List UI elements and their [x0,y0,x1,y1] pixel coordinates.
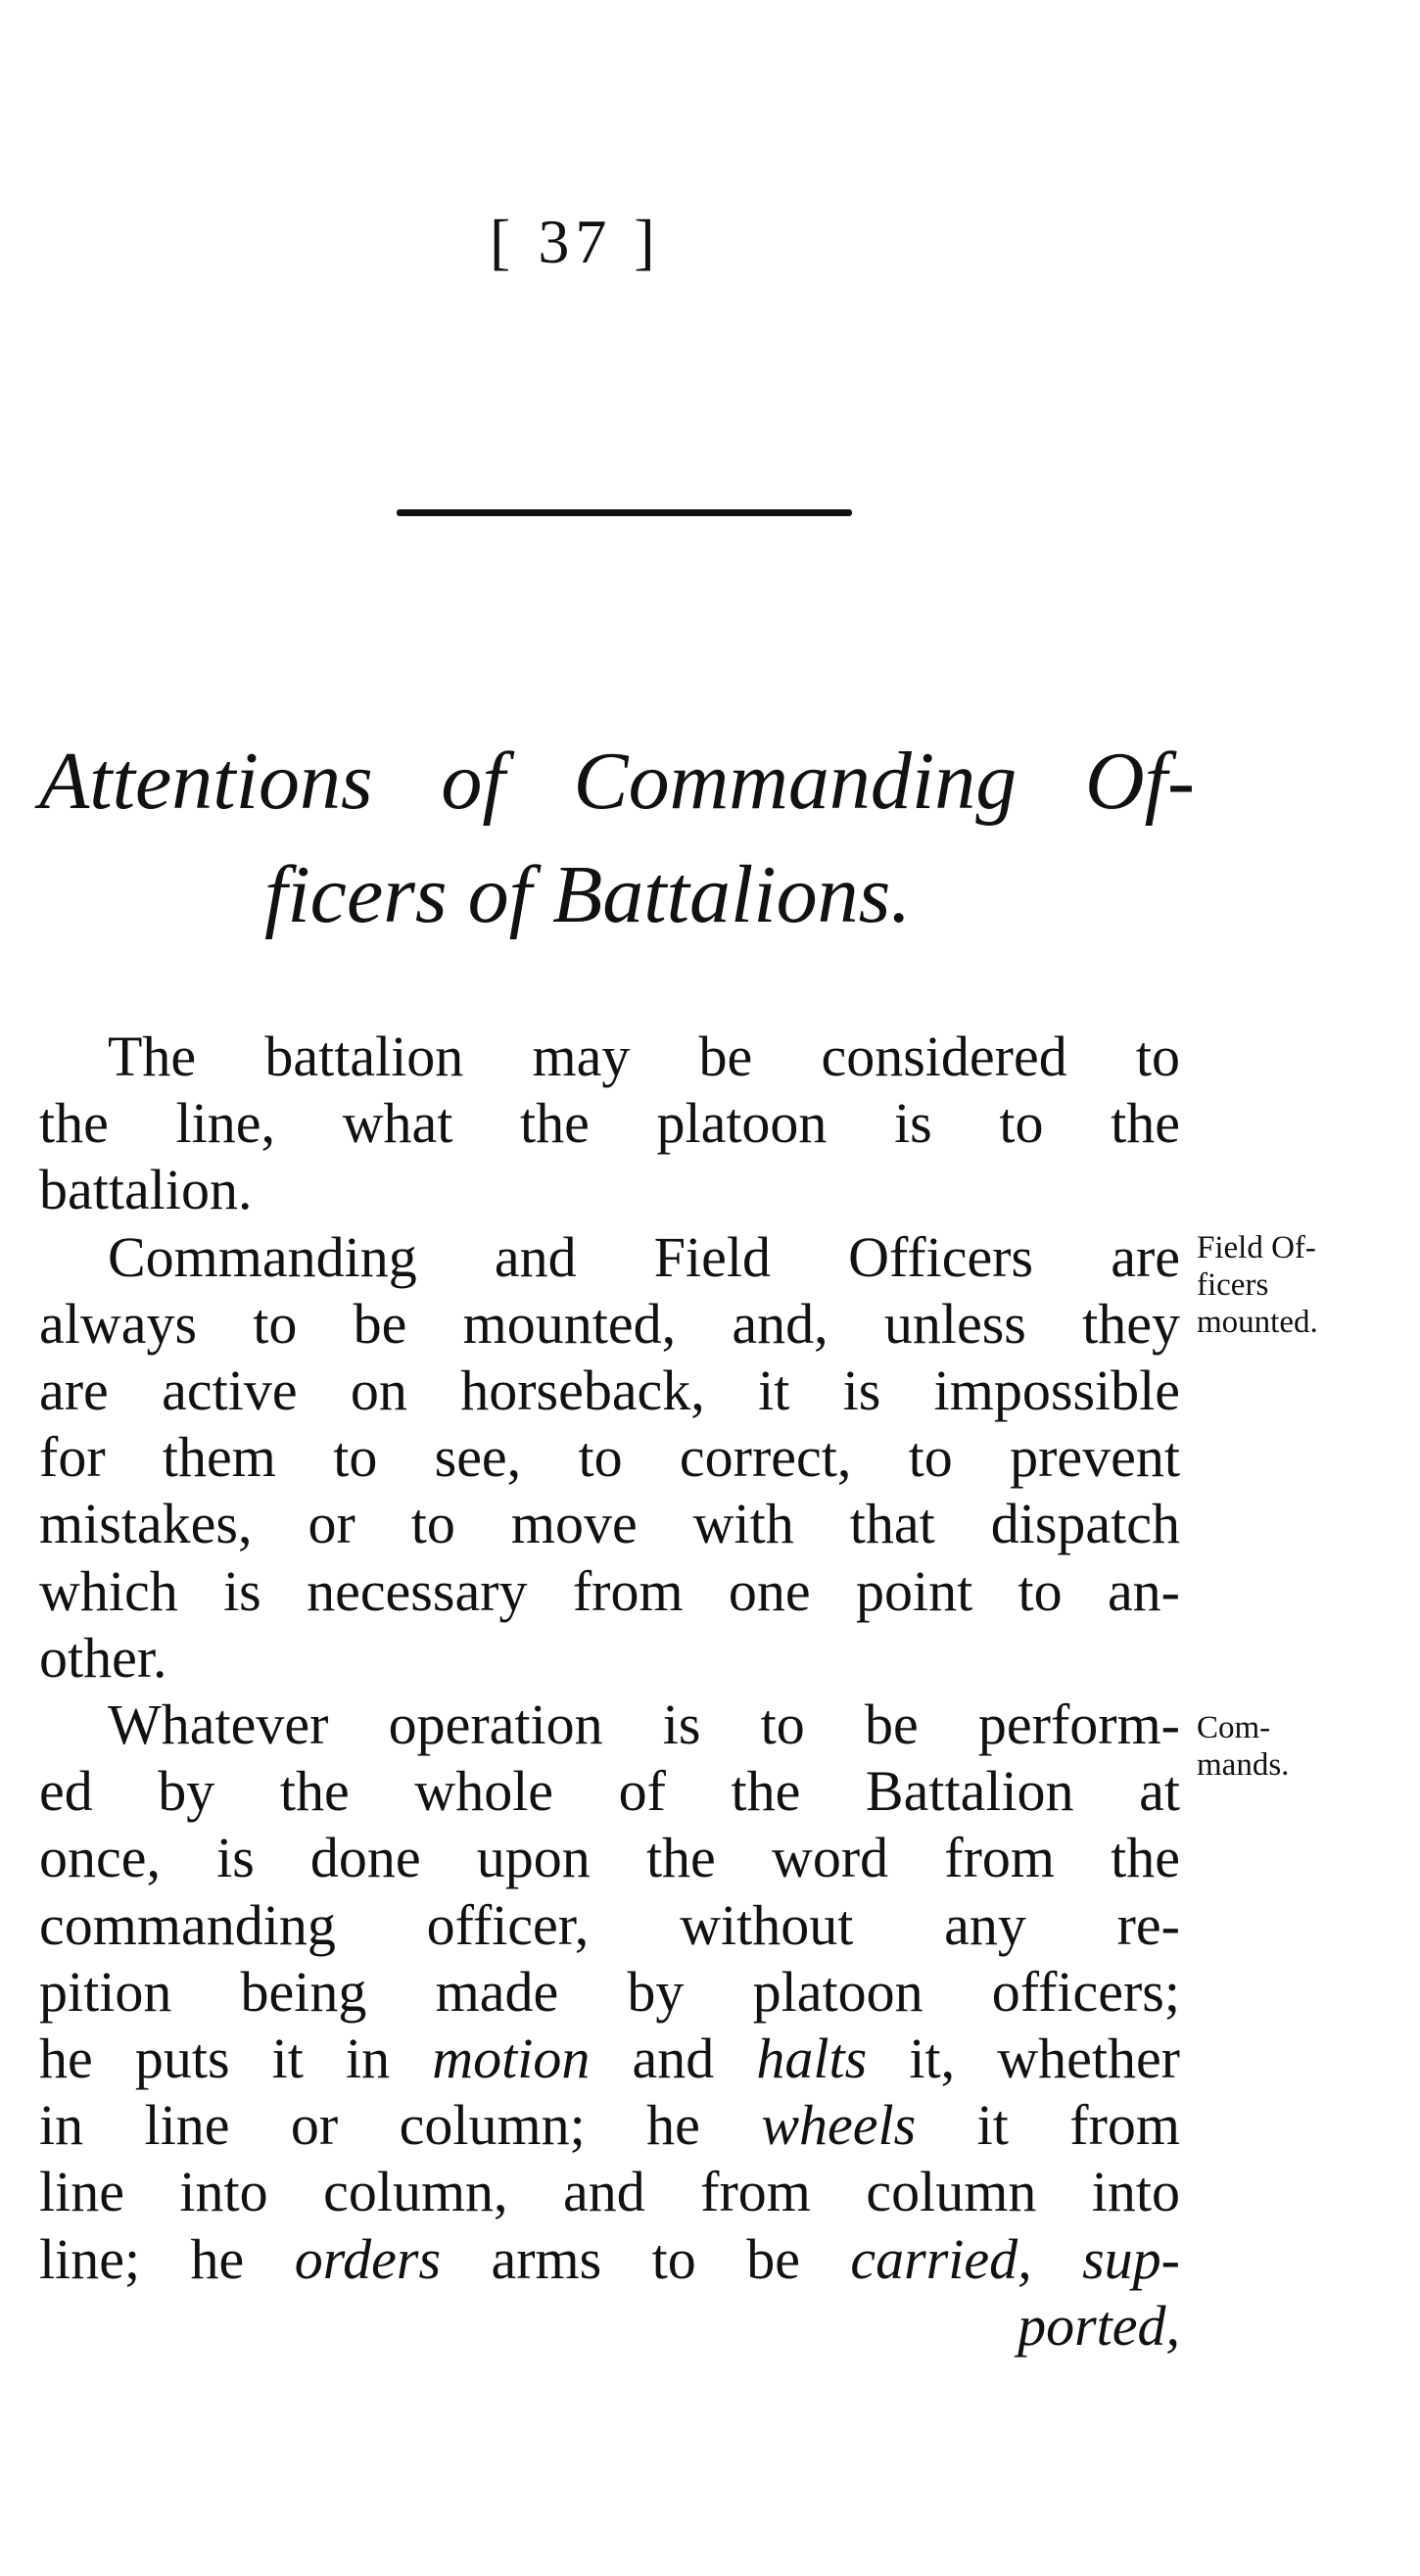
text-line: mistakes, or to move with that dispatch [39,1492,1180,1556]
text-line: always to be mounted, and, unless they [39,1291,1180,1356]
text-run: line; he [39,2226,295,2291]
text-line: battalion. [39,1158,253,1222]
text-line: once, is done upon the word from the [39,1826,1180,1890]
text-run: arms to be [441,2226,851,2291]
text-line: Commanding and Field Officers are [108,1224,1180,1289]
catchword [39,2293,1180,2360]
margin-note-commands [1197,1709,1412,1784]
text-line: pition being made by platoon officers; [39,1959,1180,2024]
text-line: which is necessary from one point to an- [39,1558,1180,1623]
margin-note-line: ficers [1197,1267,1269,1303]
text-line: ed by the whole of the Battalion at [39,1759,1180,1824]
margin-note-line: mands. [1197,1747,1290,1783]
text-run: in line or column; he [39,2093,762,2158]
margin-note-line: Com- [1197,1710,1271,1745]
italic-word-orders: orders [294,2226,442,2291]
margin-note-field-officers [1197,1229,1412,1341]
body-text [39,1024,1180,2360]
text-line: are active on horseback, it is impossible [39,1359,1180,1423]
text-line: for them to see, to correct, to prevent [39,1425,1180,1490]
text-run: it, whether [867,2027,1180,2091]
margin-note-line: Field Of- [1197,1230,1316,1265]
text-run: and [590,2027,757,2091]
text-line [39,2092,1180,2159]
italic-word-motion: motion [432,2027,591,2091]
text-line: line into column, and from column into [39,2160,1180,2224]
section-heading [39,725,1195,952]
italic-word-halts: halts [756,2027,868,2091]
heading-line-1: Attentions of Commanding Of- [39,736,1195,827]
italic-word-carried: carried, [850,2226,1032,2291]
paragraph-1 [39,1024,1180,1224]
paragraph-3 [39,1692,1180,2360]
text-line [39,2226,1180,2293]
italic-word-supported: sup- [1031,2226,1180,2291]
header-rule [397,509,852,516]
margin-note-line: mounted. [1197,1305,1318,1340]
paragraph-2 [39,1224,1180,1692]
catchword-text: ported, [1018,2293,1180,2358]
text-run: it from [916,2093,1180,2158]
text-line: the line, what the platoon is to the [39,1091,1180,1156]
italic-word-wheels: wheels [761,2093,917,2158]
heading-line-2: ficers of Battalions. [264,849,912,940]
text-run: he puts it in [39,2027,433,2091]
text-line: other. [39,1625,167,1690]
text-line: The battalion may be considered to [108,1025,1180,1088]
text-line [39,2026,1180,2092]
text-line: commanding officer, without any re- [39,1892,1180,1957]
text-line: Whatever operation is to be perform- [108,1693,1180,1757]
page-number: [ 37 ] [490,207,661,276]
